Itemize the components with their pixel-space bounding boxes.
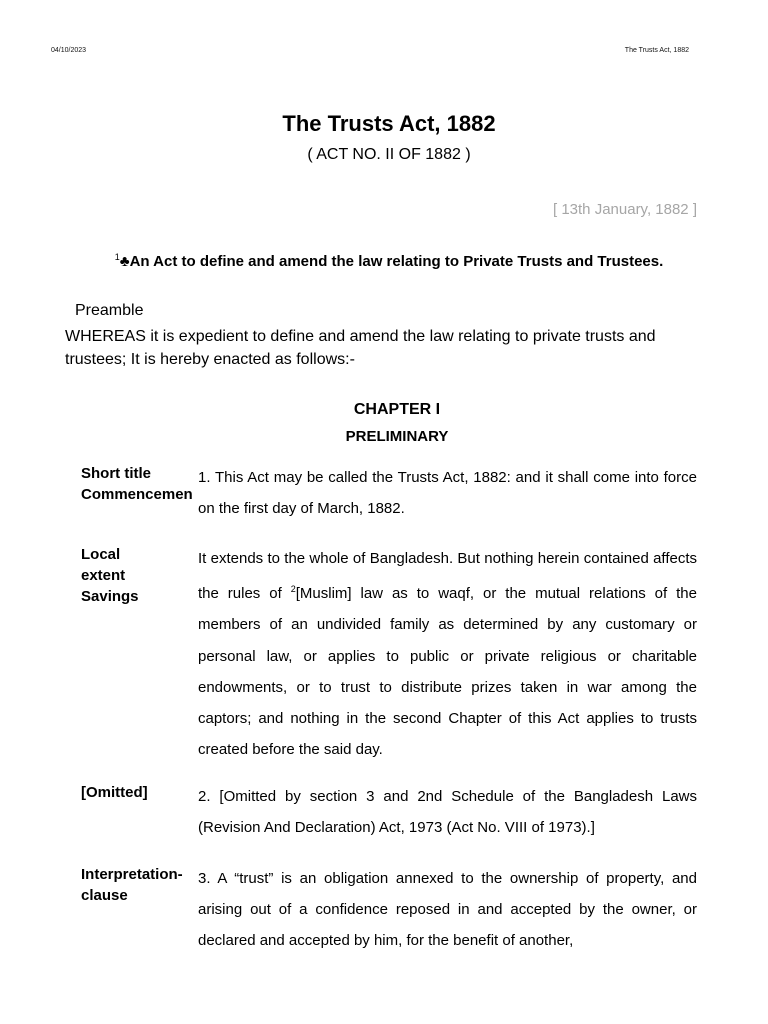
enactment-date: [ 13th January, 1882 ] bbox=[553, 201, 697, 218]
act-title: The Trusts Act, 1882 bbox=[282, 111, 496, 136]
chapter-name: PRELIMINARY bbox=[345, 428, 449, 445]
margin-note-omitted: [Omitted] bbox=[81, 784, 148, 801]
margin-note-local-extent: Local extent Savings bbox=[81, 546, 139, 605]
chapter-number: CHAPTER I bbox=[353, 401, 441, 418]
section-1-text: 1. This Act may be called the Trusts Act, 1882: and it shall come into force on the first day of March, 1882. bbox=[198, 469, 697, 518]
running-header-title: The Trusts Act, 1882 bbox=[624, 47, 689, 54]
preamble-text: WHEREAS it is expedient to define and amend the law relating to private trusts and trustees; It is hereby enacted as follows:- bbox=[65, 328, 656, 368]
print-date: 04/10/2023 bbox=[51, 47, 87, 54]
club-symbol: ♣ bbox=[119, 253, 130, 270]
margin-note-short-title: Short title Commencemen bbox=[81, 465, 193, 503]
footnote-marker: 2 bbox=[290, 584, 296, 595]
act-number: ( ACT NO. II OF 1882 ) bbox=[307, 146, 471, 163]
footnote-marker: 1 bbox=[114, 252, 120, 262]
section-3-text: 3. A “trust” is an obligation annexed to the ownership of property, and arising out of a confidence reposed in and accepted by the owner, or declared and accepted by him, for the benefit of another, bbox=[198, 870, 697, 950]
extent-text-part-1: It extends to the whole of Bangladesh. But nothing herein contained affects the rules of bbox=[198, 550, 697, 603]
section-1-extent-text bbox=[198, 543, 697, 765]
extent-text-part-2: [Muslim] law as to waqf, or the mutual relations of the members of an undivided family as determined by any customary or personal law, or applies to public or private religious or charitable endowments, or to trust to distribute prizes taken in war among the captors; and nothing in the second Chapter of this Act applies to trusts created before the said day. bbox=[198, 585, 697, 759]
section-2-text: 2. [Omitted by section 3 and 2nd Schedule of the Bangladesh Laws (Revision And Declaration) Act, 1973 (Act No. VIII of 1973).] bbox=[198, 788, 697, 837]
long-title bbox=[0, 252, 768, 270]
long-title-text: An Act to define and amend the law relating to Private Trusts and Trustees. bbox=[129, 253, 664, 270]
preamble-heading: Preamble bbox=[75, 302, 144, 319]
margin-note-interpretation: Interpretation- clause bbox=[81, 866, 183, 904]
